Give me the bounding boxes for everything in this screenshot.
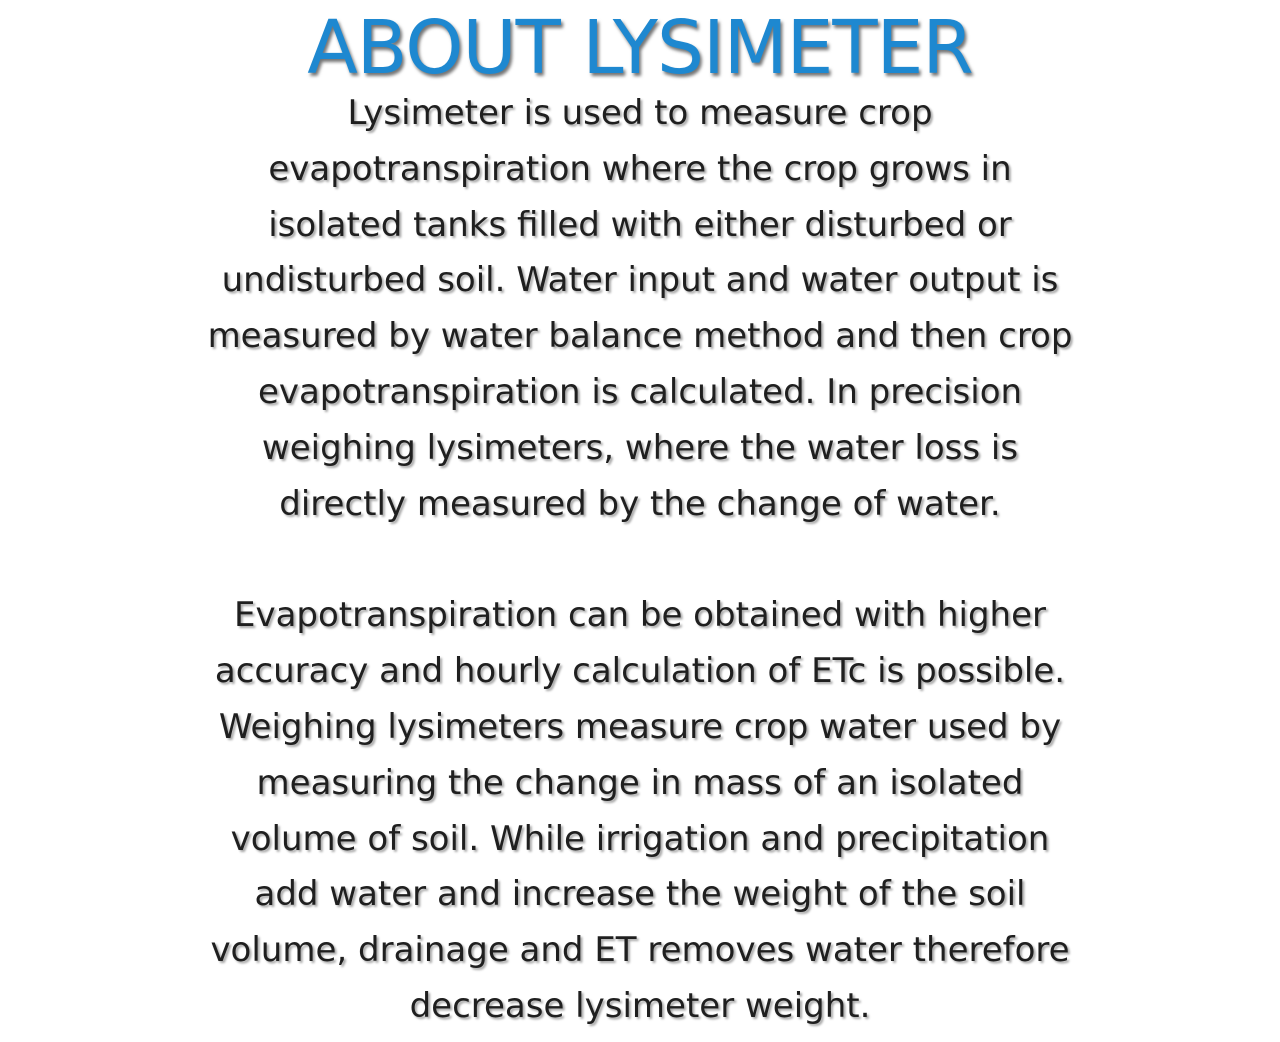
paragraph-line: Evapotranspiration can be obtained with higher [233, 595, 1046, 636]
paragraph-line: isolated tanks filled with either disturbed or [268, 204, 1012, 245]
paragraph-lysimeter-definition [160, 86, 1120, 532]
paragraph-line: accuracy and hourly calculation of ETc is possible. [214, 651, 1066, 692]
paragraph-line: add water and increase the weight of the soil [254, 874, 1026, 915]
paragraph-line: evapotranspiration where the crop grows in [268, 148, 1012, 189]
paragraph-line: volume, drainage and ET removes water therefore [210, 930, 1070, 971]
paragraph-line: evapotranspiration is calculated. In precision [257, 371, 1023, 412]
paragraph-line: measured by water balance method and then crop [207, 316, 1073, 357]
page-title: ABOUT LYSIMETER [307, 5, 973, 91]
paragraph-line: weighing lysimeters, where the water loss is [261, 427, 1019, 468]
paragraph-line: undisturbed soil. Water input and water output is [221, 260, 1059, 301]
paragraph-line: Lysimeter is used to measure crop [347, 93, 933, 133]
paragraph-line: Weighing lysimeters measure crop water used by [218, 706, 1062, 747]
paragraph-weighing-lysimeters [160, 588, 1120, 1034]
paragraph-line: measuring the change in mass of an isolated [256, 762, 1024, 803]
paragraph-line: directly measured by the change of water. [279, 483, 1001, 524]
paragraph-line: decrease lysimeter weight. [409, 985, 871, 1026]
paragraph-line: volume of soil. While irrigation and precipitation [230, 818, 1050, 859]
